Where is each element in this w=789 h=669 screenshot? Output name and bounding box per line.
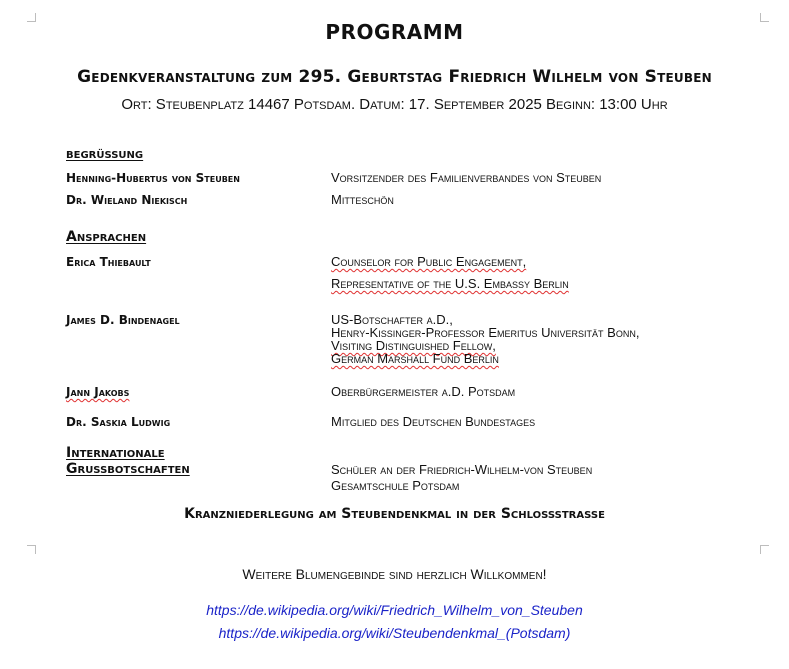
speaker-role-line: Oberbürgermeister a.D. Potsdam bbox=[331, 384, 516, 399]
speaker-role-line: Vorsitzender des Familienverbandes von Steuben bbox=[331, 170, 602, 185]
speaker-name: James D. Bindenagel bbox=[66, 313, 180, 327]
speaker-role bbox=[331, 313, 771, 365]
speaker-name: Henning-Hubertus von Steuben bbox=[66, 171, 240, 185]
speaker-role-line: Schüler an der Friedrich-Wilhelm-von Steuben bbox=[331, 462, 593, 477]
wikipedia-link-steubendenkmal[interactable]: https://de.wikipedia.org/wiki/Steubendenkmal_(Potsdam) bbox=[218, 625, 571, 641]
wikipedia-link-steuben[interactable]: https://de.wikipedia.org/wiki/Friedrich_Wilhelm_von_Steuben bbox=[206, 602, 583, 618]
section-heading-greetings-line2: Grussbotschaften bbox=[66, 461, 190, 477]
speaker-name: Dr. Saskia Ludwig bbox=[66, 415, 171, 429]
speaker-role-line: Representative of the U.S. Embassy Berlin bbox=[331, 276, 569, 291]
speaker-role bbox=[331, 385, 771, 398]
event-subtitle: Gedenkveranstaltung zum 295. Geburtstag Friedrich Wilhelm von Steuben bbox=[77, 67, 712, 87]
speaker-role-line: US-Botschafter a.D., bbox=[331, 312, 453, 327]
speaker-name: Erica Thiebault bbox=[66, 255, 151, 269]
speaker-role-line: Gesamtschule Potsdam bbox=[331, 478, 460, 493]
speaker-role-line: Visiting Distinguished Fellow, bbox=[331, 338, 496, 353]
wreath-laying-line: Kranzniederlegung am Steubendenkmal in der Schlossstrasse bbox=[184, 506, 605, 522]
section-heading-speeches: Ansprachen bbox=[66, 229, 147, 245]
speaker-role-line: German Marshall Fund Berlin bbox=[331, 351, 499, 366]
section-heading-welcome: begrüssung bbox=[66, 146, 144, 162]
crop-mark-bottom-right bbox=[760, 545, 769, 554]
document-title: PROGRAMM bbox=[325, 20, 464, 44]
crop-mark-bottom-left bbox=[27, 545, 36, 554]
speaker-role bbox=[331, 415, 771, 428]
flowers-note: Weitere Blumengebinde sind herzlich Willkommen! bbox=[242, 566, 547, 582]
place-date-line: Ort: Steubenplatz 14467 Potsdam. Datum: 17. September 2025 Beginn: 13:00 Uhr bbox=[121, 96, 668, 113]
speaker-role-line: Henry-Kissinger-Professor Emeritus Universität Bonn, bbox=[331, 325, 640, 340]
speaker-name: Dr. Wieland Niekisch bbox=[66, 193, 188, 207]
speaker-role-line: Mitteschön bbox=[331, 192, 394, 207]
section-heading-greetings: Internationale bbox=[66, 445, 165, 461]
speaker-name: Jann Jakobs bbox=[66, 385, 130, 399]
speaker-role-line: Mitglied des Deutschen Bundestages bbox=[331, 414, 536, 429]
speaker-role bbox=[331, 255, 771, 290]
speaker-role bbox=[331, 193, 771, 206]
greetings-role bbox=[331, 463, 771, 492]
speaker-role-line: Counselor for Public Engagement, bbox=[331, 254, 527, 269]
speaker-role bbox=[331, 171, 771, 184]
